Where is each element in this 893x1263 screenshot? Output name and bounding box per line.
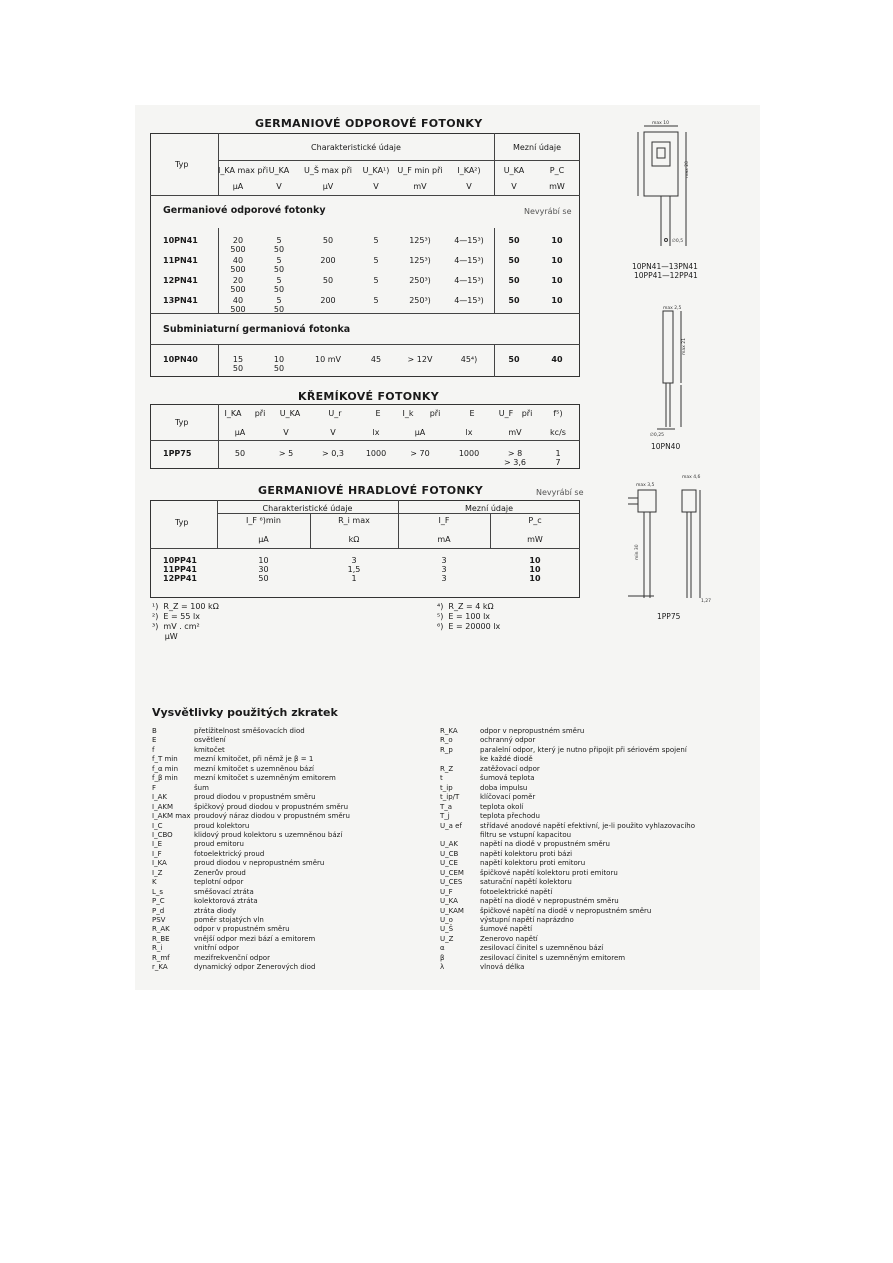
t1-unit: V [466, 182, 472, 191]
t1-cell: 4—15³) [454, 296, 484, 305]
abbr-symbol: P_C [152, 897, 165, 906]
abbr-symbol: F [152, 783, 157, 792]
t1-group-char: Charakteristické údaje [311, 143, 401, 152]
svg-text:1,27: 1,27 [701, 599, 712, 604]
abbr-meaning: teplota přechodu [480, 812, 540, 821]
t1-cell: 5 [373, 256, 379, 265]
abbr-symbol: f_T min [152, 755, 178, 764]
t1-cell: 50 [508, 276, 520, 285]
t3-cell: 10 10 10 [529, 556, 541, 583]
abbr-meaning: vnitřní odpor [194, 944, 239, 953]
abbr-meaning: teplotní odpor [194, 878, 244, 887]
abbr-meaning: výstupní napětí naprázdno [480, 916, 574, 924]
t2-cell: > 70 [410, 449, 430, 458]
t2-header: U_KA [279, 409, 301, 418]
abbr-meaning: fotoelektrický proud [194, 849, 265, 858]
abbr-meaning: proud emitoru [194, 840, 244, 849]
abbr-meaning: mezní kmitočet, při němž je β = 1 [194, 755, 314, 764]
abbr-symbol: E [152, 736, 157, 745]
abbr-symbol: I_AKM max [152, 812, 191, 821]
t1-unit: μA [232, 182, 244, 191]
t1-typ: Typ [175, 160, 189, 169]
abbr-meaning: napětí kolektoru proti bázi [480, 849, 573, 858]
abbr-symbol: R_Z [440, 764, 454, 773]
abbr-symbol: L_s [152, 887, 164, 896]
abbr-meaning: proudový náraz diodou v propustném směru [194, 812, 350, 821]
abbr-symbol: R_mf [152, 953, 170, 962]
t3-group-lim: Mezní údaje [464, 504, 514, 513]
t1-cell: 4—15³) [454, 236, 484, 245]
abbr-meaning: zesilovací činitel s uzemněným emitorem [480, 953, 626, 962]
abbr-symbol: U_CEM [440, 868, 464, 877]
abbr-meaning: fotoelektrické napětí [480, 887, 553, 896]
t1-section-ge: Germaniové odporové fotonky [163, 205, 326, 216]
abbr-meaning: odpor v propustném směru [194, 925, 290, 934]
abbr-meaning: odpor v nepropustném směru [480, 727, 585, 735]
svg-text:∅0,25: ∅0,25 [650, 433, 664, 438]
footnote: ¹) R_Z = 100 kΩ [152, 602, 219, 611]
t1-cell: 50 [508, 296, 520, 305]
abbr-meaning: paralelní odpor, který je nutno připojit při sériovém spojení [480, 745, 687, 754]
t1-section-sub: Subminiaturní germaniová fotonka [163, 324, 351, 335]
t1-cell: 5 [373, 296, 379, 305]
drawing-1pp75-icon [620, 470, 720, 610]
abbr-symbol: K [152, 878, 157, 887]
t1-cell: 5 50 [273, 236, 285, 254]
t1-cell: 40 500 [230, 256, 246, 274]
abbr-meaning: mezifrekvenční odpor [194, 953, 270, 962]
t1-group-lim: Mezní údaje [512, 143, 562, 152]
t1-header: U_KA¹) [362, 166, 390, 175]
t1-row-type: 13PN41 [163, 296, 198, 305]
abbr-meaning: dynamický odpor Zenerových diod [194, 963, 316, 972]
abbr-symbol: U_a ef [440, 821, 462, 830]
t2-header: I_KA [224, 409, 242, 418]
t1-row-type: 10PN41 [163, 236, 198, 245]
t1-cell: 40 [551, 355, 563, 364]
footnote: μW [152, 632, 178, 641]
footnote: ⁶) E = 20000 lx [437, 622, 501, 631]
abbr-title: Vysvětlivky použitých zkratek [152, 706, 338, 719]
svg-text:max 21: max 21 [682, 338, 687, 355]
t2-header: I_k [402, 409, 414, 418]
t1-note: Nevyrábí se [524, 207, 572, 216]
abbr-symbol: T_a [440, 802, 453, 811]
t1-header: P_C [549, 166, 565, 175]
abbr-meaning: klíčovací poměr [480, 793, 536, 802]
t3-header: R_i max [338, 516, 370, 525]
drawing-10pn41-icon [630, 118, 710, 258]
footnote: ⁴) R_Z = 4 kΩ [437, 602, 494, 611]
svg-text:max 10: max 10 [652, 121, 669, 126]
t1-cell: 50 [508, 355, 520, 364]
abbr-meaning: špičkové napětí na diodě v nepropustném směru [480, 906, 652, 915]
abbr-meaning: Zenerovo napětí [480, 934, 538, 943]
t1-cell: 250³) [409, 276, 431, 285]
table3-frame [150, 500, 580, 598]
abbr-symbol: R_p [440, 745, 453, 754]
t2-header: při [254, 409, 266, 418]
t3-unit: mW [527, 535, 543, 544]
t3-header: I_F ⁶)min [246, 516, 281, 525]
abbr-meaning: ochranný odpor [480, 736, 536, 745]
abbr-symbol: f_β min [152, 774, 178, 783]
t1-header: U_Š max při [303, 166, 353, 175]
t2-cell: > 0,3 [322, 449, 344, 458]
t1-unit: V [511, 182, 517, 191]
abbr-symbol: U_CES [440, 878, 463, 887]
t3-unit: μA [258, 535, 269, 544]
abbr-symbol: R_o [440, 736, 453, 745]
t2-cell: 1 7 [555, 449, 561, 467]
abbr-symbol: t_ip/T [440, 793, 460, 802]
t1-cell: 10 [551, 296, 563, 305]
t2-header: f⁵) [553, 409, 563, 418]
abbr-symbol: U_Š [440, 925, 454, 934]
abbr-meaning: směšovací ztráta [194, 887, 254, 896]
table3-title: GERMANIOVÉ HRADLOVÉ FOTONKY [258, 484, 484, 497]
abbr-symbol: f [152, 745, 155, 754]
abbr-symbol: R_AK [152, 925, 170, 934]
abbr-meaning: přetížitelnost směšovacích diod [194, 727, 305, 735]
t1-cell: 4—15³) [454, 256, 484, 265]
svg-text:max 20: max 20 [685, 161, 690, 178]
svg-text:max 3,5: max 3,5 [636, 483, 655, 488]
t3-unit: mA [437, 535, 451, 544]
abbr-symbol: t_ip [440, 783, 453, 792]
t1-cell: 10 [551, 276, 563, 285]
abbr-symbol: PSV [152, 916, 166, 924]
svg-text:max 2,5: max 2,5 [663, 306, 682, 311]
t2-unit: V [330, 428, 336, 437]
drawing-label-2: 10PN40 [651, 442, 681, 451]
abbr-meaning: špičkové napětí kolektoru proti emitoru [480, 868, 618, 877]
t1-cell: 20 500 [230, 236, 246, 254]
t1-cell: 40 500 [230, 296, 246, 314]
t3-cell: 3 3 3 [441, 556, 447, 583]
table1-title: GERMANIOVÉ ODPOROVÉ FOTONKY [255, 117, 483, 130]
t1-header: I_KA max při [218, 166, 269, 175]
abbr-symbol: U_Z [440, 934, 454, 943]
abbr-symbol: t [440, 774, 443, 783]
t1-cell: 5 50 [273, 256, 285, 274]
abbr-symbol: U_CB [440, 849, 459, 858]
t2-header: E [469, 409, 475, 418]
abbr-meaning: mezní kmitočet s uzemněným emitorem [194, 774, 336, 783]
drawing-label-3: 1PP75 [657, 612, 681, 621]
t1-cell: 10 [551, 236, 563, 245]
abbr-meaning: kmitočet [194, 745, 225, 754]
abbr-meaning: teplota okolí [480, 802, 524, 811]
t2-unit: lx [372, 428, 380, 437]
t1-cell: 5 50 [273, 276, 285, 294]
abbr-meaning: poměr stojatých vln [194, 916, 264, 924]
t2-header: U_F [498, 409, 514, 418]
t2-unit: mV [508, 428, 522, 437]
t1-cell: 20 500 [230, 276, 246, 294]
t1-cell: 15 50 [232, 355, 244, 373]
t2-header: E [375, 409, 381, 418]
t3-types: 10PP41 11PP41 12PP41 [163, 556, 197, 583]
t1-header: I_KA²) [457, 166, 481, 175]
abbr-meaning: filtru se vstupní kapacitou [480, 830, 572, 839]
t2-typ: Typ [175, 418, 189, 427]
t1-cell: 5 [373, 276, 379, 285]
abbr-symbol: I_AKM [152, 802, 173, 811]
t1-header: U_KA [268, 166, 290, 175]
t1-unit: μV [322, 182, 334, 191]
table2-title: KŘEMÍKOVÉ FOTONKY [298, 390, 440, 403]
abbr-symbol: U_F [440, 887, 453, 896]
abbr-symbol: α [440, 944, 445, 953]
abbr-meaning: saturační napětí kolektoru [480, 878, 572, 887]
abbr-symbol: U_o [440, 916, 453, 924]
abbr-meaning: špičkový proud diodou v propustném směru [194, 802, 349, 811]
t2-cell: 50 [234, 449, 246, 458]
abbr-meaning: zatěžovací odpor [480, 764, 540, 773]
abbr-meaning: šum [194, 783, 209, 792]
abbr-meaning: proud kolektoru [194, 821, 250, 830]
drawing-10pn40-icon [645, 305, 705, 440]
abbr-symbol: R_i [152, 944, 163, 953]
drawing-label-1b: 10PP41—12PP41 [634, 271, 698, 280]
footnote: ³) mV . cm² [152, 622, 200, 631]
t1-row-type: 10PN40 [163, 355, 198, 364]
t1-cell: 5 [373, 236, 379, 245]
drawing-label-1a: 10PN41—13PN41 [632, 262, 698, 271]
abbr-symbol: P_d [152, 906, 165, 915]
t2-header: při [521, 409, 533, 418]
t1-cell: 10 mV [315, 355, 341, 364]
t1-cell: 50 [322, 236, 334, 245]
abbr-meaning: osvětlení [194, 736, 226, 745]
abbr-symbol: I_C [152, 821, 163, 830]
t3-cell: 10 30 50 [258, 556, 269, 583]
t1-cell: 10 50 [273, 355, 285, 373]
abbr-meaning: střídavé anodové napětí efektivní, je-li použito vyhlazovacího [480, 821, 696, 830]
abbr-meaning: mezní kmitočet s uzemněnou bází [194, 764, 314, 773]
t1-cell: 50 [508, 236, 520, 245]
abbr-symbol: r_KA [152, 963, 168, 972]
t1-cell: > 12V [407, 355, 433, 364]
svg-text:max 4,6: max 4,6 [682, 475, 701, 480]
t3-header: P_c [528, 516, 542, 525]
abbr-symbol: I_KA [152, 859, 167, 868]
abbr-symbol: λ [440, 963, 445, 972]
t2-cell: > 5 [278, 449, 294, 458]
t2-cell: > 8 > 3,6 [504, 449, 526, 467]
abbr-meaning: klidový proud kolektoru s uzemněnou bází [194, 830, 343, 839]
t1-unit: mV [413, 182, 427, 191]
t1-cell: 45⁴) [460, 355, 478, 364]
t1-unit: V [276, 182, 282, 191]
t3-note: Nevyrábí se [536, 488, 584, 497]
t1-cell: 50 [322, 276, 334, 285]
t2-cell: 1000 [365, 449, 387, 458]
t1-row-type: 12PN41 [163, 276, 198, 285]
footnote: ²) E = 55 lx [152, 612, 200, 621]
t2-header: U_r [328, 409, 342, 418]
svg-text:min 30: min 30 [635, 544, 640, 560]
t1-unit: mW [549, 182, 565, 191]
t2-cell: 1000 [458, 449, 480, 458]
t1-cell: 250³) [409, 296, 431, 305]
t1-row-type: 11PN41 [163, 256, 198, 265]
abbr-meaning: Zenerův proud [194, 868, 246, 877]
abbr-meaning: doba impulsu [480, 783, 528, 792]
abbr-symbol: I_Z [152, 868, 163, 877]
abbr-symbol: U_AK [440, 840, 459, 849]
t2-unit: kc/s [550, 428, 566, 437]
t3-header: I_F [438, 516, 450, 525]
svg-text:∅0,5: ∅0,5 [672, 239, 684, 244]
abbr-meaning: šumová teplota [480, 774, 535, 783]
abbr-symbol: B [152, 727, 157, 735]
abbr-meaning: proud diodou v propustném směru [194, 793, 316, 802]
t1-unit: V [373, 182, 379, 191]
t1-cell: 200 [320, 296, 336, 305]
abbr-symbol: f_α min [152, 764, 179, 773]
t1-cell: 200 [320, 256, 336, 265]
t3-unit: kΩ [348, 535, 360, 544]
t2-unit: lx [465, 428, 473, 437]
abbr-symbol: I_CBO [152, 830, 173, 839]
t1-header: U_KA [503, 166, 525, 175]
abbr-symbol: T_j [440, 812, 450, 821]
t2-unit: V [283, 428, 289, 437]
t1-cell: 10 [551, 256, 563, 265]
t2-header: při [429, 409, 441, 418]
t1-cell: 125³) [409, 256, 431, 265]
t3-typ: Typ [175, 518, 189, 527]
abbr-meaning: napětí na diodě v nepropustném směru [480, 897, 619, 906]
t2-unit: μA [234, 428, 246, 437]
abbr-symbol: I_F [152, 849, 162, 858]
abbr-meaning: napětí na diodě v propustném směru [480, 840, 610, 849]
abbr-symbol: R_KA [440, 727, 458, 735]
t1-cell: 4—15³) [454, 276, 484, 285]
abbr-meaning: šumové napětí [480, 925, 533, 934]
abbr-symbol: I_AK [152, 793, 167, 802]
abbr-meaning: proud diodou v nepropustném směru [194, 859, 325, 868]
abbr-symbol: β [440, 953, 445, 962]
abbr-symbol: U_KAM [440, 906, 464, 915]
abbr-symbol: I_E [152, 840, 162, 849]
t2-unit: μA [414, 428, 426, 437]
abbr-meaning: vnější odpor mezi bází a emitorem [194, 934, 316, 943]
abbr-meaning: kolektorová ztráta [194, 897, 258, 906]
abbr-meaning: napětí kolektoru proti emitoru [480, 859, 586, 868]
t1-cell: 125³) [409, 236, 431, 245]
abbr-symbol: U_KA [440, 897, 458, 906]
t1-cell: 45 [370, 355, 382, 364]
abbr-symbol: U_CE [440, 859, 458, 868]
abbr-meaning: ztráta diody [194, 906, 237, 915]
abbr-symbol: R_BE [152, 934, 170, 943]
abbr-meaning: ke každé diodě [480, 755, 533, 764]
t2-row-type: 1PP75 [163, 449, 192, 458]
t1-header: U_F min při [397, 166, 443, 175]
footnote: ⁵) E = 100 lx [437, 612, 491, 621]
t1-cell: 50 [508, 256, 520, 265]
t1-cell: 5 50 [273, 296, 285, 314]
abbr-meaning: vlnová délka [480, 963, 525, 972]
t3-group-char: Charakteristické údaje [262, 504, 353, 513]
abbr-meaning: zesilovací činitel s uzemněnou bází [480, 944, 604, 953]
t3-cell: 3 1,5 1 [347, 556, 361, 583]
